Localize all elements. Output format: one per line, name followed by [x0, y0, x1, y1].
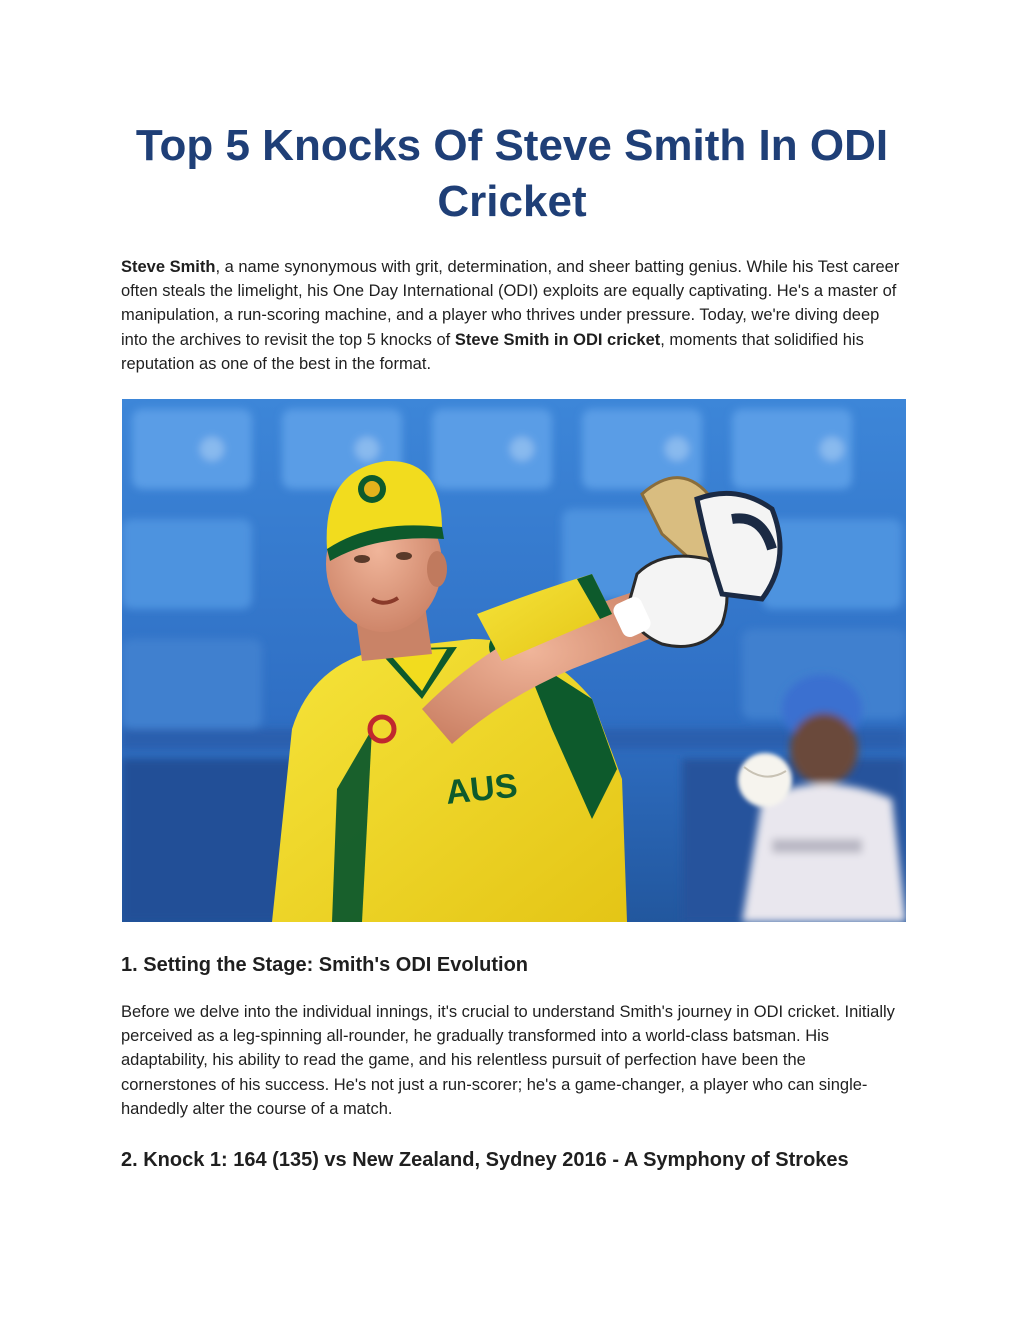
intro-paragraph — [121, 255, 905, 376]
intro-text-1: , a name synonymous with grit, determination, and sheer batting genius. While his Test career often steals the limelight, his One Day International (ODI) exploits are equally captivating. He's a master of manipulation, a run-scoring machine, and a player who thrives under pressure. Today, we're diving deep into the archives to revisit the top 5 knocks of — [121, 258, 900, 349]
page-title: Top 5 Knocks Of Steve Smith In ODI Cricket — [135, 121, 889, 226]
intro-bold-topic: Steve Smith in ODI cricket — [454, 330, 661, 349]
jersey-text: AUS — [443, 766, 520, 812]
intro-text-2: , moments that solidified his reputation as one of the best in the format. — [121, 330, 864, 373]
intro-bold-name: Steve Smith — [121, 258, 216, 276]
section-body-1: Before we delve into the individual innings, it's crucial to understand Smith's journey in ODI cricket. Initially perceived as a leg-spinning all-rounder, he gradually transformed into a world-class batsman. His adaptability, his ability to read the game, and his relentless pursuit of perfection have been the cornerstones of his success. He's not just a run-scorer; he's a game-changer, a player who can single-handedly alter the course of a match. — [121, 1003, 895, 1118]
cricketer-photo-illustration — [122, 399, 906, 922]
cricketer-photo — [122, 399, 906, 922]
section-heading-2: 2. Knock 1: 164 (135) vs New Zealand, Sydney 2016 - A Symphony of Strokes — [121, 1149, 849, 1171]
section-heading-1: 1. Setting the Stage: Smith's ODI Evolution — [121, 954, 529, 976]
cricket-ball — [738, 753, 792, 807]
